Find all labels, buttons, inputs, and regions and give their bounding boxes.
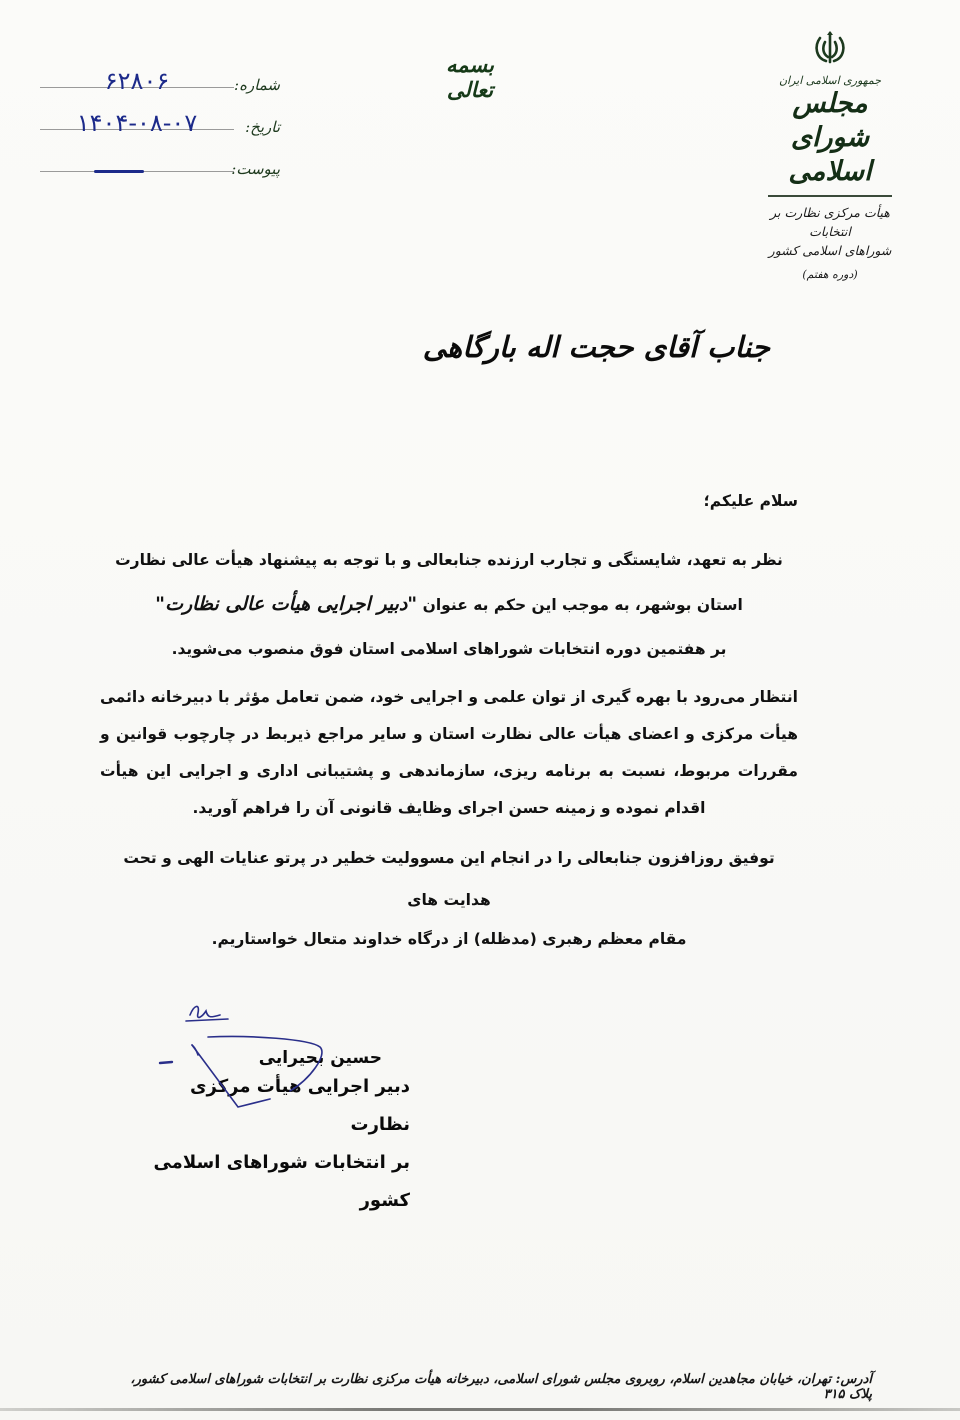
signatory-title-line1: دبیر اجرایی هیأت مرکزی نظارت (190, 1076, 410, 1135)
reference-date-value: ۱۴۰۴-۰۸-۰۷ (76, 109, 198, 137)
reference-number-value: ۶۲۸۰۶ (104, 67, 170, 95)
basmala: بسمه تعالی (446, 52, 494, 102)
addressee: جناب آقای حجت اله بارگاهی (422, 330, 770, 364)
paragraph-1-line-1: نظر به تعهد، شایستگی و تجارب ارزنده جنابعالی و با توجه به پیشنهاد هیأت عالی نظارت (115, 551, 783, 569)
reference-number-row (40, 52, 280, 94)
paragraph-3-line-1: توفیق روزافزون جنابعالی را در انجام این مسوولیت خطیر در پرتو عنایات الهی و تحت هدایت های (123, 849, 775, 909)
signatory-title-line2: بر انتخابات شوراهای اسلامی کشور (153, 1152, 410, 1211)
letterhead (760, 28, 900, 281)
letterhead-board-line2: شوراهای اسلامی کشور (768, 243, 892, 258)
letterhead-board-line1: هیأت مرکزی نظارت بر انتخابات (770, 205, 890, 239)
reference-attachment-label: پیوست: (231, 160, 280, 178)
paragraph-1-line-2 (100, 582, 798, 627)
paragraph-2: انتظار می‌رود با بهره گیری از توان علمی و اجرایی خود، ضمن تعامل مؤثر با دبیرخانه دائمی هیأت مرکزی و اعضای هیأت عالی نظارت استان و سایر مراجع ذیربط در چارچوب قوانین و مقررات مربوط، نسبت به برنامه ریزی، سازماندهی و پشتیبانی اداری و اجرایی این هیأت اقدام نموده و زمینه حسن اجرای وظایف قانونی آن را فراهم آورید. (100, 688, 798, 817)
reference-attachment-line (40, 141, 234, 172)
letter-body (100, 492, 798, 957)
paragraph-3-line-2: مقام معظم رهبری (مدظله) از درگاه خداوند متعال خواستاریم. (211, 930, 687, 948)
appointment-title: "دبیر اجرایی هیأت عالی نظارت" (155, 593, 418, 615)
reference-attachment-dash (94, 170, 144, 173)
reference-date-line (40, 99, 234, 137)
reference-number-line (40, 57, 234, 95)
footer-rule (0, 1408, 960, 1411)
letterhead-majlis: مجلس شورای اسلامی (788, 88, 872, 187)
reference-date-label: تاریخ: (245, 118, 280, 136)
paragraph-1-line-3: بر هفتمین دوره انتخابات شوراهای اسلامی استان فوق منصوب می‌شوید. (171, 640, 727, 658)
letterhead-republic: جمهوری اسلامی ایران (778, 74, 882, 87)
reference-date-row (40, 94, 280, 136)
letterhead-period: (دوره هفتم) (802, 268, 858, 281)
reference-number-label: شماره: (234, 76, 280, 94)
signatory-name: حسین بحیرایی (258, 1048, 382, 1068)
reference-block (40, 52, 280, 178)
salutation: سلام علیکم؛ (703, 492, 798, 510)
footer-address: آدرس: تهران، خیابان مجاهدین اسلام، روبروی مجلس شورای اسلامی، دبیرخانه هیأت مرکزی نظارت بر انتخابات شوراهای اسلامی کشور، پلاک ۳۱۵ (130, 1372, 872, 1402)
letterhead-divider (768, 195, 892, 197)
signature-block (130, 1040, 410, 1220)
iran-emblem-icon (810, 28, 850, 68)
paragraph-1-line-2-prefix: استان بوشهر، به موجب این حکم به عنوان (422, 596, 743, 614)
reference-attachment-row (40, 136, 280, 178)
